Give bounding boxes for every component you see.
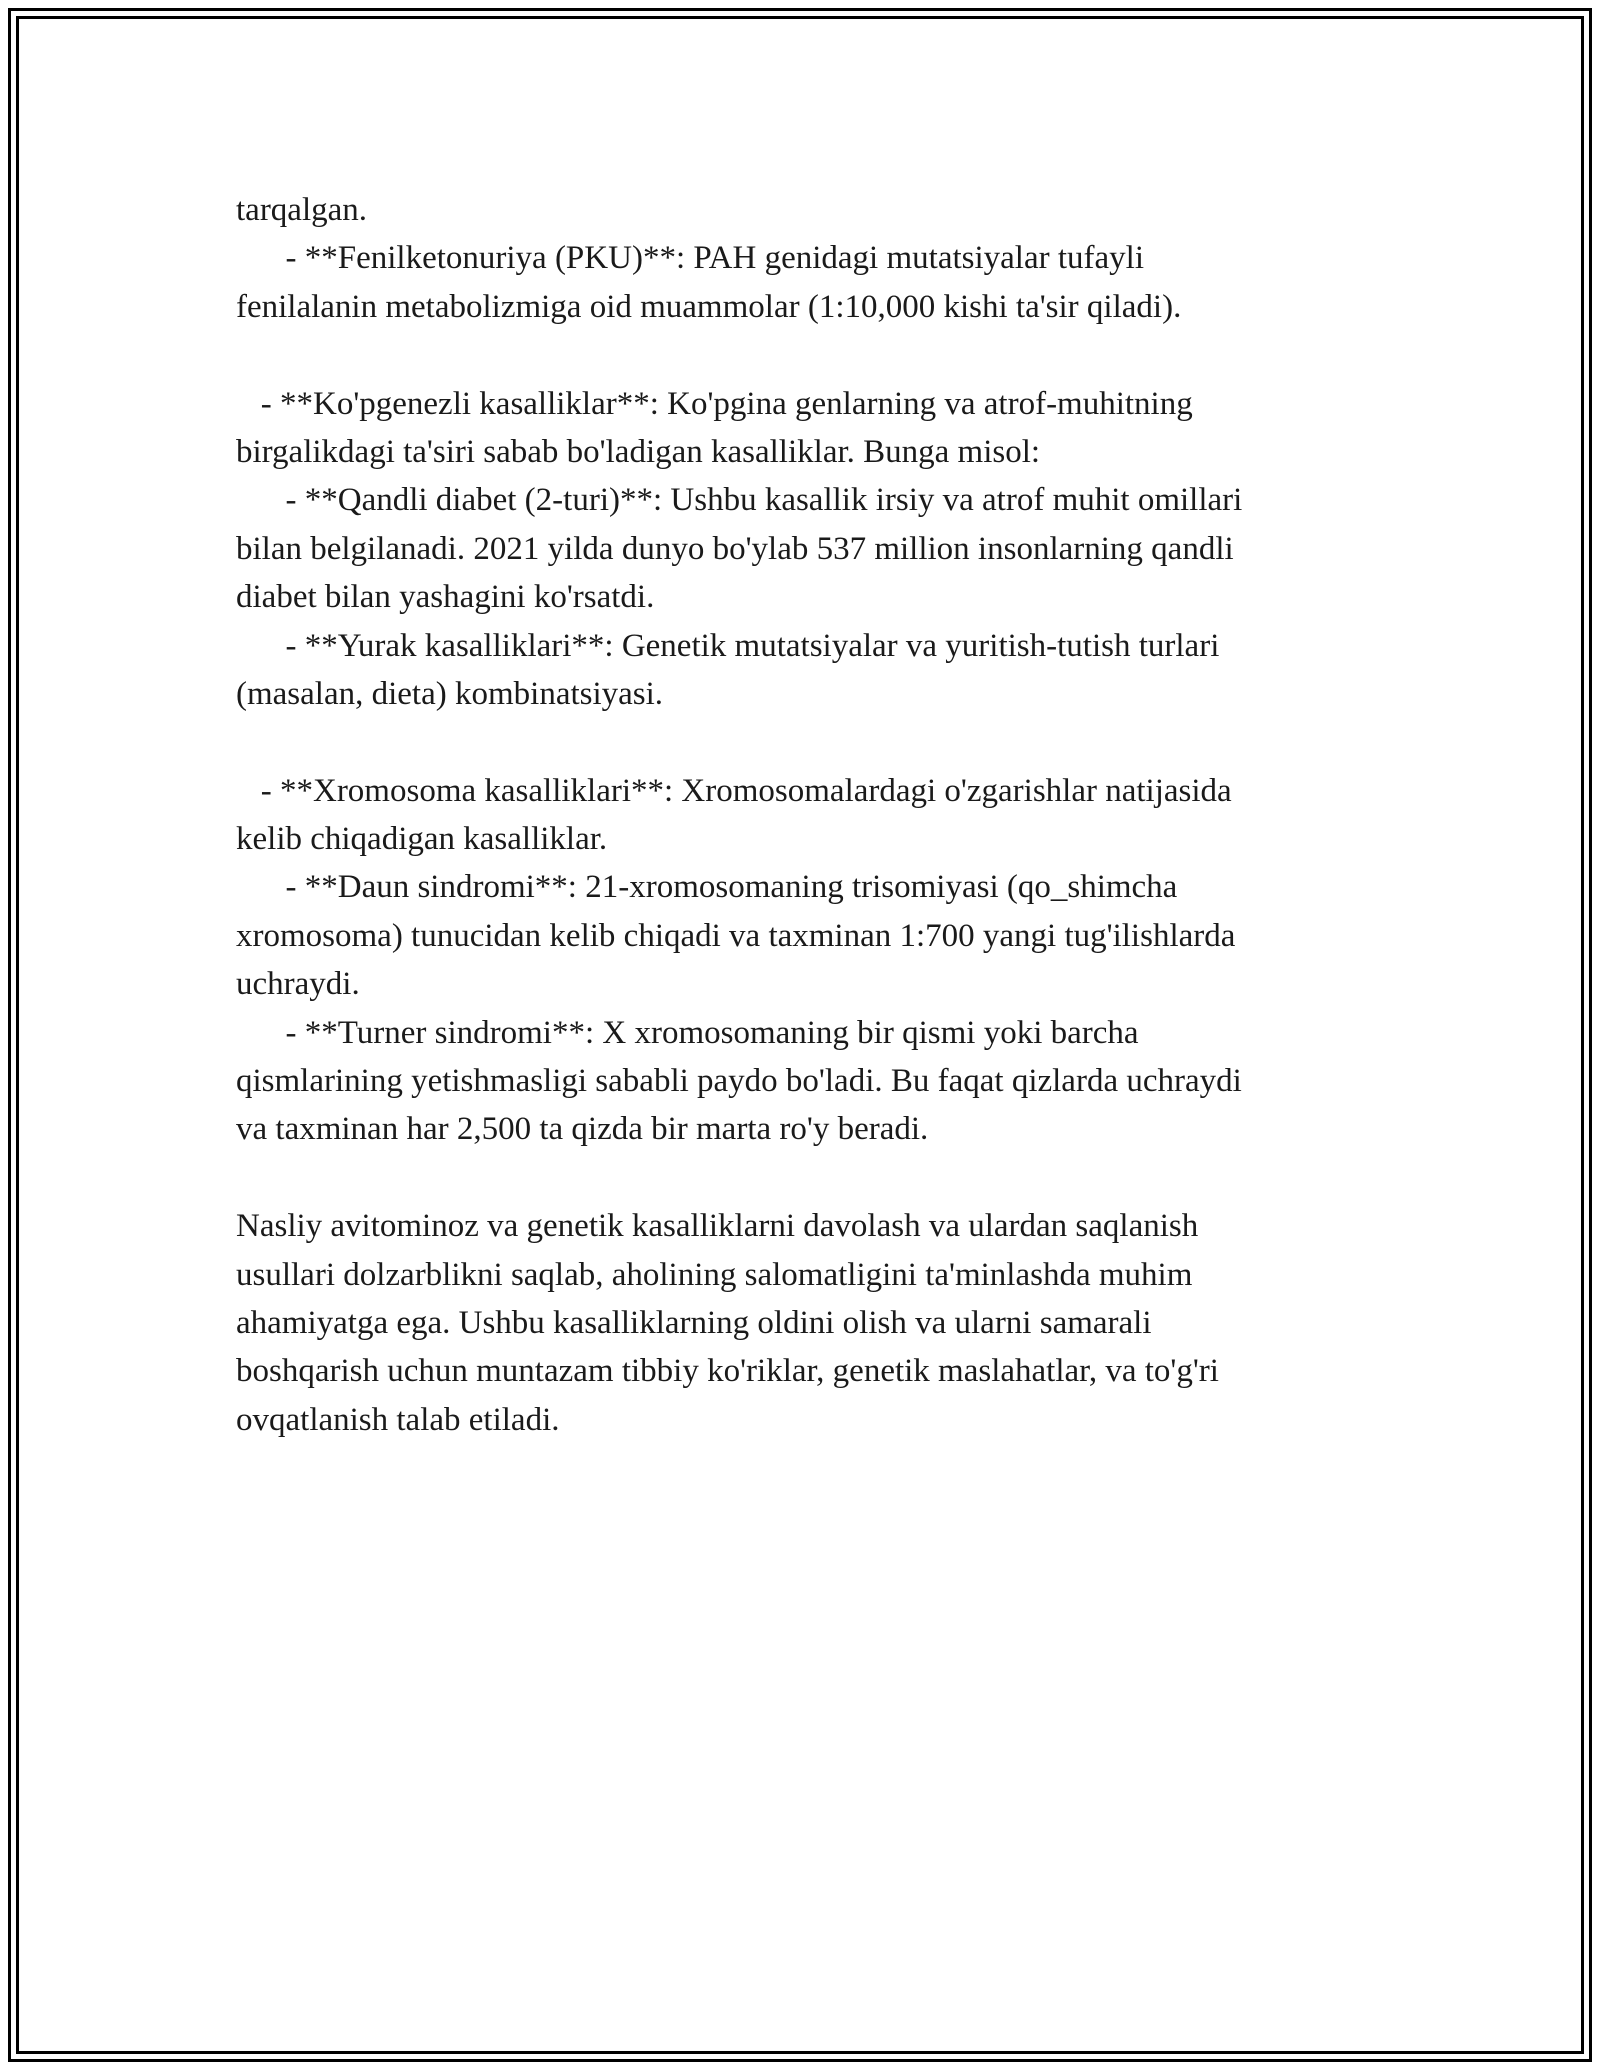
text-line: Nasliy avitominoz va genetik kasalliklarni davolash va ulardan saqlanish <box>236 1208 1199 1245</box>
text-line: - **Turner sindromi**: X xromosomaning bir qismi yoki barcha <box>236 1014 1139 1051</box>
text-line: kelib chiqadigan kasalliklar. <box>236 821 608 858</box>
blank-line <box>236 1154 1386 1202</box>
text-line: bilan belgilanadi. 2021 yilda dunyo bo'ylab 537 million insonlarning qandli <box>236 530 1234 567</box>
text-line: ahamiyatga ega. Ushbu kasalliklarning oldini olish va ularni samarali <box>236 1304 1152 1341</box>
text-line: va taxminan har 2,500 ta qizda bir marta ro'y beradi. <box>236 1111 929 1148</box>
text-line: fenilalanin metabolizmiga oid muammolar (1:10,000 kishi ta'sir qiladi). <box>236 288 1182 325</box>
text-line: boshqarish uchun muntazam tibbiy ko'riklar, genetik maslahatlar, va to'g'ri <box>236 1353 1219 1390</box>
text-line: uchraydi. <box>236 966 360 1003</box>
text-line: birgalikdagi ta'siri sabab bo'ladigan kasalliklar. Bunga misol: <box>236 433 1041 470</box>
text-line: - **Yurak kasalliklari**: Genetik mutatsiyalar va yuritish-tutish turlari <box>236 627 1220 664</box>
text-line: tarqalgan. <box>236 192 368 228</box>
text-line: - **Qandli diabet (2-turi)**: Ushbu kasallik irsiy va atrof muhit omillari <box>236 482 1243 519</box>
text-line: - **Fenilketonuriya (PKU)**: PAH genidagi mutatsiyalar tufayli <box>236 240 1144 277</box>
text-line: (masalan, dieta) kombinatsiyasi. <box>236 675 664 712</box>
text-line: diabet bilan yashagini ko'rsatdi. <box>236 579 655 616</box>
text-line: ovqatlanish talab etiladi. <box>236 1401 560 1438</box>
text-line: qismlarining yetishmasligi sababli paydo bo'ladi. Bu faqat qizlarda uchraydi <box>236 1063 1242 1100</box>
blank-line <box>236 331 1386 379</box>
text-line: - **Daun sindromi**: 21-xromosomaning trisomiyasi (qo_shimcha <box>236 869 1178 906</box>
text-line: - **Ko'pgenezli kasalliklar**: Ko'pgina genlarning va atrof-muhitning <box>236 385 1193 422</box>
text-line: - **Xromosoma kasalliklari**: Xromosomalardagi o'zgarishlar natijasida <box>236 772 1232 809</box>
text-line: xromosoma) tunucidan kelib chiqadi va taxminan 1:700 yangi tug'ilishlarda <box>236 917 1236 954</box>
text-line: usullari dolzarblikni saqlab, aholining salomatligini ta'minlashda muhim <box>236 1256 1193 1293</box>
document-body <box>236 186 1386 1444</box>
blank-line <box>236 718 1386 766</box>
